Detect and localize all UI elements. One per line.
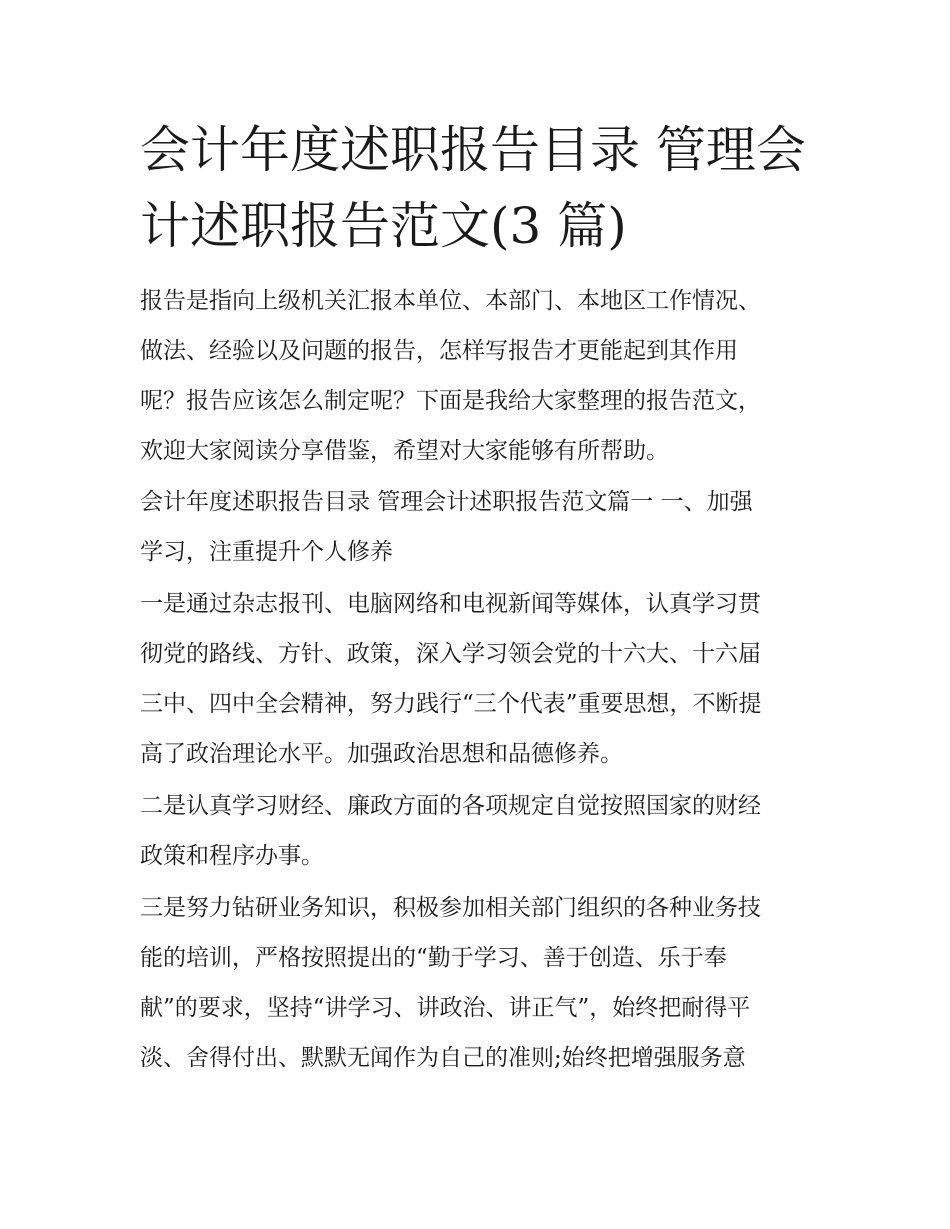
body-line-2: 做法、经验以及问题的报告，怎样写报告才更能起到其作用 — [140, 338, 738, 364]
body-line-8: 彻党的路线、方针、政策，深入学习领会党的十六大、十六届 — [140, 641, 761, 667]
body-line-7: 一是通过杂志报刊、电脑网络和电视新闻等媒体，认真学习贯 — [140, 591, 761, 617]
title-line-2: 计述职报告范文(3 篇) — [140, 197, 627, 255]
body-line-16: 淡、舍得付出、默默无闻作为自己的准则;始终把增强服务意 — [140, 1045, 746, 1071]
body-line-15: 献”的要求，坚持“讲学习、讲政治、讲正气”，始终把耐得平 — [140, 995, 751, 1021]
body-line-11: 二是认真学习财经、廉政方面的各项规定自觉按照国家的财经 — [140, 793, 761, 819]
body-line-13: 三是努力钻研业务知识，积极参加相关部门组织的各种业务技 — [140, 895, 761, 921]
body-line-5: 会计年度述职报告目录 管理会计述职报告范文篇一 一、加强 — [140, 489, 753, 515]
body-line-14: 能的培训，严格按照提出的“勤于学习、善于创造、乐于奉 — [140, 945, 727, 971]
body-line-3: 呢？报告应该怎么制定呢？下面是我给大家整理的报告范文， — [140, 388, 761, 414]
body-line-4: 欢迎大家阅读分享借鉴，希望对大家能够有所帮助。 — [140, 438, 669, 464]
document-title — [140, 112, 830, 264]
body-line-6: 学习，注重提升个人修养 — [140, 539, 393, 565]
body-line-12: 政策和程序办事。 — [140, 843, 324, 869]
body-line-1: 报告是指向上级机关汇报本单位、本部门、本地区工作情况、 — [140, 288, 761, 314]
body-line-9: 三中、四中全会精神，努力践行“三个代表”重要思想，不断提 — [140, 691, 762, 717]
title-line-1: 会计年度述职报告目录 管理会 — [140, 121, 806, 179]
body-line-10: 高了政治理论水平。加强政治思想和品德修养。 — [140, 741, 623, 767]
